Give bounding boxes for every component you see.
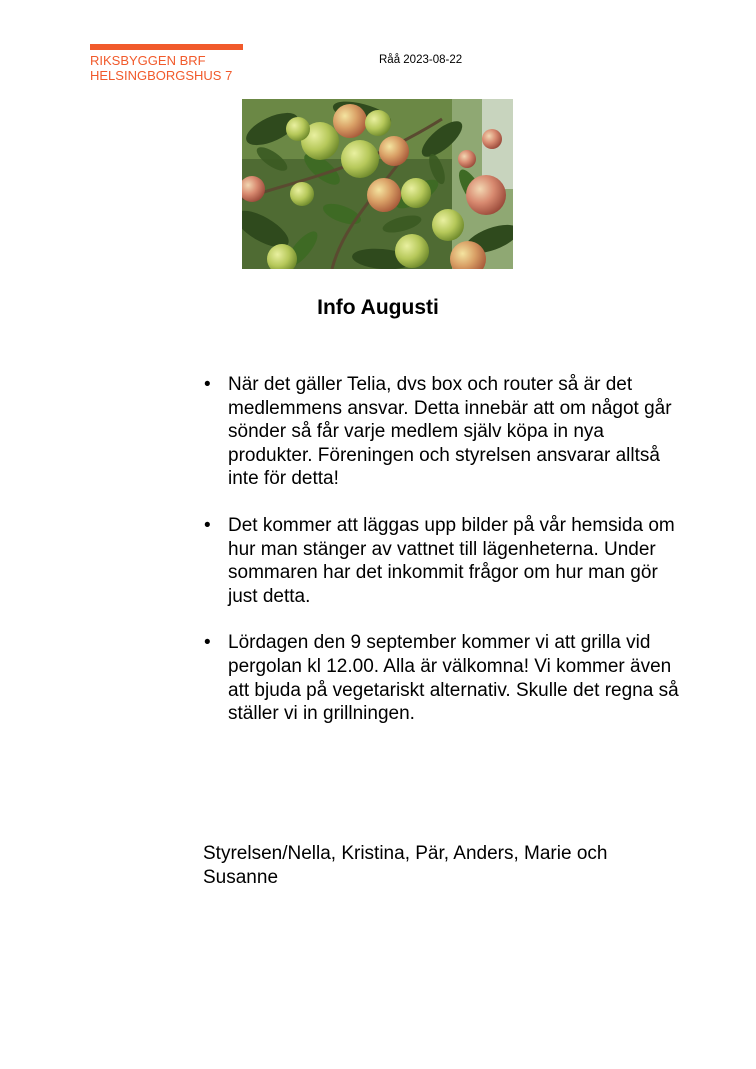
org-line-2: HELSINGBORGSHUS 7 xyxy=(90,68,233,83)
bullet-icon: • xyxy=(204,374,211,395)
header-accent-bar xyxy=(90,44,243,50)
document-date: Råå 2023-08-22 xyxy=(379,54,463,66)
organization-name xyxy=(90,53,232,83)
bullet-icon: • xyxy=(204,632,211,654)
apple-tree-photo xyxy=(242,99,513,269)
org-line-1: RIKSBYGGEN BRF xyxy=(90,53,206,68)
list-item-text: Det kommer att läggas upp bilder på vår hemsida om hur man stänger av vattnet till lägenheterna. Under sommaren har det inkommit frågor om hur man gör just detta. xyxy=(228,514,675,607)
list-item-text: Lördagen den 9 september kommer vi att grilla vid pergolan kl 12.00. Alla är välkomna! Vi kommer även att bjuda på vegetariskt alternativ. Skulle det regna så ställer vi in grillningen. xyxy=(228,632,679,725)
list-item xyxy=(203,373,683,491)
bullet-icon: • xyxy=(204,514,211,536)
page-title: Info Augusti xyxy=(317,296,439,319)
signature: Styrelsen/Nella, Kristina, Pär, Anders, Marie och Susanne xyxy=(203,843,608,888)
list-item xyxy=(203,514,683,608)
list-item-text: När det gäller Telia, dvs box och router så är det medlemmens ansvar. Detta innebär att om något går sönder så får varje medlem själv köpa in nya produkter. Föreningen och styrelsen ansvarar alltså inte för detta! xyxy=(228,374,672,490)
info-list xyxy=(203,373,683,749)
list-item xyxy=(203,631,683,725)
